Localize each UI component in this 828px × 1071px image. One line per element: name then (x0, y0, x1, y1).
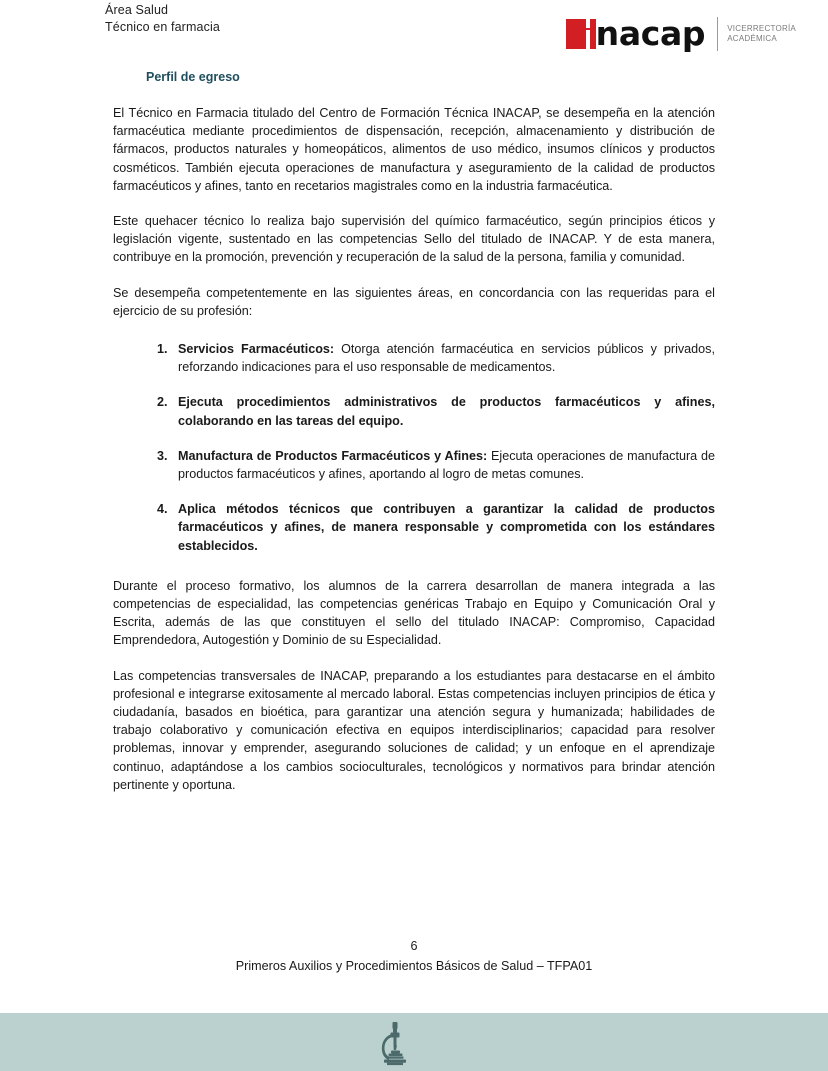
paragraph-1: El Técnico en Farmacia titulado del Centro de Formación Técnica INACAP, se desempeña en la atención farmacéutica mediante procedimientos de dispensación, recepción, almacenamiento y distribución de fármacos, productos naturales y homeopáticos, alimentos de uso médico, insumos clínicos y productos cosméticos. También ejecuta operaciones de manufactura y aseguramiento de la calidad de productos farmacéuticos y afines, tanto en recetarios magistrales como en la industria farmacéutica. (113, 106, 715, 193)
list-item-text: Ejecuta operaciones de manufactura de productos farmacéuticos y afines, aportando al logro de metas comunes. (178, 448, 715, 482)
list-item (113, 340, 715, 376)
logo-subtitle-line1: VICERRECTORÍA (727, 24, 796, 33)
paragraph-3: Se desempeña competentemente en las siguientes áreas, en concordancia con las requeridas para el ejercicio de su profesión: (113, 285, 715, 318)
footer-caption: Primeros Auxilios y Procedimientos Básicos de Salud – TFPA01 (235, 959, 593, 973)
outcomes-list (113, 340, 715, 555)
page-number: 6 (410, 939, 418, 953)
list-item-text: Ejecuta procedimientos administrativos de productos farmacéuticos y afines, colaborando en las tareas del equipo. (178, 395, 715, 428)
list-item-text: Aplica métodos técnicos que contribuyen a garantizar la calidad de productos farmacéuticos y afines, de manera responsable y comprometida con los estándares establecidos. (178, 502, 715, 553)
header-breadcrumb (105, 2, 220, 35)
paragraph-2: Este quehacer técnico lo realiza bajo supervisión del químico farmacéutico, según principios éticos y legislación vigente, sustentado en las competencias Sello del titulado de INACAP. Y de esta manera, contribuye en la promoción, prevención y recuperación de la salud de la persona, familia y comunidad. (113, 214, 715, 265)
logo-subtitle (727, 24, 796, 44)
list-item-lead: Servicios Farmacéuticos: (178, 342, 335, 357)
logo-divider (717, 17, 718, 51)
inacap-logo (566, 14, 796, 54)
list-item-lead: Manufactura de Productos Farmacéuticos y Afines: (178, 448, 488, 463)
paragraph-4: Durante el proceso formativo, los alumnos de la carrera desarrollan de manera integrada a las competencias de especialidad, las competencias genéricas Trabajo en Equipo y Comunicación Oral y Escrita, además de las que constituyen el sello del titulado INACAP: Compromiso, Capacidad Emprendedora, Autogestión y Dominio de su Especialidad. (113, 578, 715, 648)
page-title: Perfil de egreso (146, 70, 240, 84)
inacap-logo-icon (566, 19, 596, 49)
logo-i-stem (586, 30, 590, 49)
list-item (113, 500, 715, 555)
list-item (113, 447, 715, 483)
header-area-line: Área Salud (105, 3, 169, 17)
page-footer (0, 936, 828, 976)
document-body (113, 70, 715, 794)
logo-subtitle-line2: ACADÉMICA (727, 34, 777, 43)
page-header (0, 0, 828, 68)
logo-wordmark: nacap (595, 13, 706, 53)
logo-i-dot (586, 19, 590, 28)
list-item-text: Otorga atención farmacéutica en servicios públicos y privados, reforzando indicaciones para el uso responsable de medicamentos. (178, 342, 715, 375)
bottom-band (0, 1013, 828, 1071)
paragraph-5: Las competencias transversales de INACAP, preparando a los estudiantes para destacarse en el ámbito profesional e integrarse exitosamente al mercado laboral. Estas competencias incluyen principios de ética y ciudadanía, basados en bioética, para garantizar una atención segura y humanizada; habilidades de trabajo colaborativo y comunicación efectiva en equipos interdisciplinarios; capacidad para resolver problemas, innovar y emprender, asegurando soluciones de calidad; y un enfoque en el aprendizaje continuo, adaptándose a los cambios socioculturales, tecnológicos y normativos para brindar atención pertinente y oportuna. (113, 668, 715, 792)
header-program-line: Técnico en farmacia (105, 19, 220, 34)
microscope-icon (374, 1021, 416, 1067)
list-item (113, 393, 715, 429)
